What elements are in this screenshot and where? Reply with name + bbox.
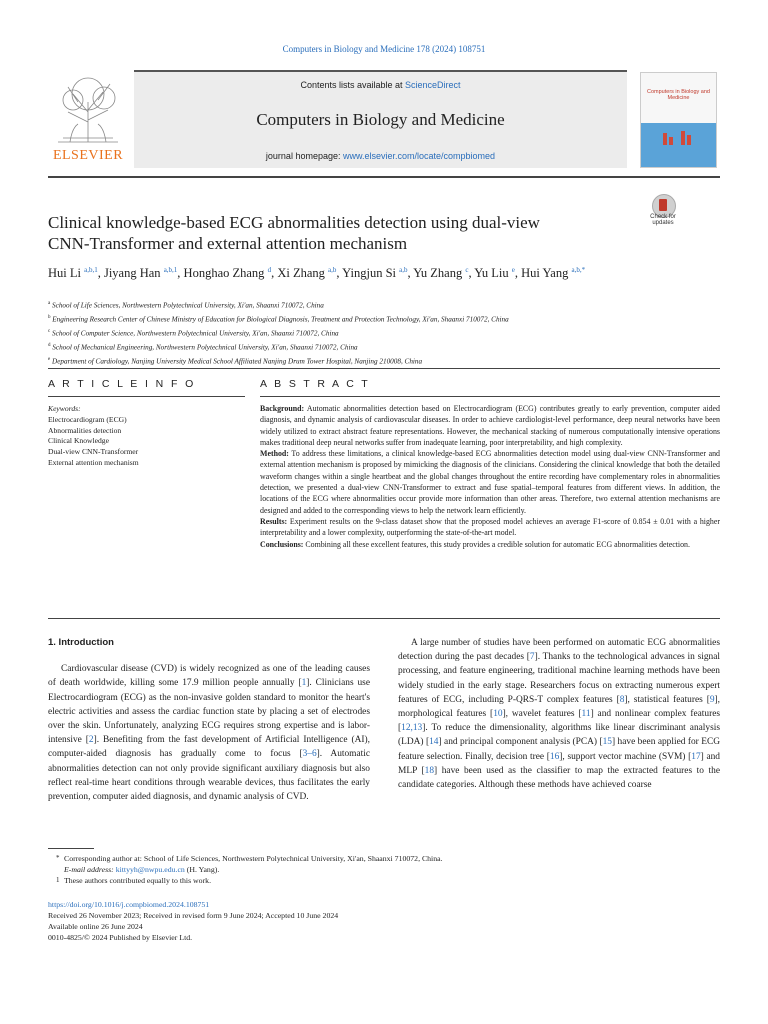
author-affiliation-marker[interactable]: a,b (328, 266, 337, 274)
citation-link[interactable]: 8 (619, 694, 625, 705)
affiliation-list (48, 298, 688, 367)
equal-contribution-note (48, 875, 708, 886)
affiliation-item (48, 312, 688, 326)
body-text: ] and MLP [ (398, 751, 720, 776)
email-label: E-mail address: (64, 865, 114, 874)
background-label: Background: (260, 404, 305, 413)
affiliation-text: Engineering Research Center of Chinese Ministry of Education for Biological Diagnosis, Treatment and Protection Technology, Xi'an, Shaanxi 710072, China (52, 315, 509, 324)
homepage-prefix: journal homepage: (265, 151, 343, 161)
body-text: ] and principal component analysis (PCA) [ (438, 737, 603, 748)
check-updates-label: Check for updates (650, 214, 676, 226)
doi-link[interactable]: https://doi.org/10.1016/j.compbiomed.2024.108751 (48, 900, 210, 909)
equal-contribution-text: These authors contributed equally to this work. (64, 876, 212, 885)
email-note (48, 864, 708, 875)
affiliation-mark: c (48, 328, 51, 334)
body-text: ] have been applied for ECG feature selection. Finally, decision tree [ (398, 737, 720, 762)
copyright-line: 0010-4825/© 2024 Published by Elsevier Ltd. (48, 933, 193, 942)
author-name[interactable]: Yu Liu (474, 266, 509, 281)
keyword-item: Abnormalities detection (48, 425, 122, 435)
header-rule (48, 176, 720, 178)
citation-link[interactable]: 1 (301, 678, 307, 689)
affiliation-mark: e (48, 356, 51, 362)
paper-title (48, 212, 628, 254)
author-name[interactable]: Honghao Zhang (183, 266, 265, 281)
keywords-heading: Keywords: (48, 404, 81, 413)
title-line-1: Clinical knowledge-based ECG abnormalities detection using dual-view (48, 213, 540, 232)
body-text: ], wavelet features [ (502, 709, 582, 720)
citation-link[interactable]: 7 (529, 652, 535, 663)
citation-link[interactable]: 16 (549, 751, 560, 762)
citation-link[interactable]: 10 (493, 709, 503, 720)
journal-reference-link[interactable]: Computers in Biology and Medicine 178 (2024) 108751 (282, 44, 486, 54)
body-text: Cardiovascular disease (CVD) is widely recognized as one of the leading causes of death worldwide, killing some 17.9 million people annually [ (48, 664, 370, 689)
body-text: ], morphological features [ (398, 694, 720, 720)
intro-paragraph-1 (48, 662, 370, 804)
body-text: ]. To reduce the dimensionality, algorithms like linear discriminant analysis (LDA) [ (398, 723, 720, 748)
publisher-name: ELSEVIER (52, 148, 124, 163)
introduction-heading: 1. Introduction (48, 637, 114, 648)
results-text: Experiment results on the 9-class dataset show that the proposed model achieves an average F1-score of 0.854 ± 0.01 with a higher interpretability and a lower complexity, outperforming the state-of-the-art model. (260, 516, 720, 538)
journal-title: Computers in Biology and Medicine (256, 110, 505, 129)
abstract-body (260, 403, 720, 550)
abstract-heading: A B S T R A C T (260, 378, 371, 390)
keywords-block (48, 404, 245, 469)
citation-link[interactable]: 11 (581, 709, 591, 720)
author-affiliation-marker[interactable]: c (465, 266, 469, 274)
abstract-rule (260, 396, 720, 397)
author-name[interactable]: Yingjun Si (342, 266, 396, 281)
body-column-left (48, 636, 370, 804)
sciencedirect-link[interactable]: ScienceDirect (405, 80, 461, 90)
citation-link[interactable]: 9 (709, 694, 715, 705)
email-link[interactable]: kittyyh@nwpu.edu.cn (115, 865, 185, 874)
keyword-item: Electrocardiogram (ECG) (48, 414, 127, 424)
journal-header (134, 70, 627, 168)
homepage-line (134, 151, 627, 161)
body-text: ], statistical features [ (624, 694, 710, 705)
abstract-background (260, 403, 720, 448)
cover-band (641, 123, 716, 167)
section-rule (48, 368, 720, 369)
author-affiliation-marker[interactable]: d (267, 266, 272, 274)
corresponding-author-text: Corresponding author at: School of Life Sciences, Northwestern Polytechnical University, Xi'an, Shaanxi 710072, China. (64, 854, 443, 863)
citation-link[interactable]: 3–6 (302, 749, 317, 760)
affiliation-text: School of Computer Science, Northwestern Polytechnical University, Xi'an, Shaanxi 710072, China (52, 329, 339, 338)
method-label: Method: (260, 449, 289, 459)
affiliation-text: Department of Cardiology, Nanjing University Medical School Affiliated Nanjing Drum Tower Hospital, Nanjing 210008, China (52, 356, 423, 365)
citation-link[interactable]: 15 (602, 737, 612, 748)
affiliation-item (48, 298, 688, 312)
citation-link[interactable]: 14 (429, 737, 439, 748)
abstract-conclusions (260, 539, 720, 550)
body-text: ] and nonlinear complex features [ (398, 709, 721, 734)
body-text: ]. Thanks to the technological advances in signal processing, and feature engineering, traditional machine learning methods have been widely studied in the early stage. Researchers focus on extracting numerous expert features of ECG, including P-QRS-T complex features [ (398, 652, 720, 705)
affiliation-text: School of Mechanical Engineering, Northwestern Polytechnical University, Xi'an, Shaanxi 710072, China (52, 343, 358, 352)
body-text: ] have been used as the classifier to map the extracted features to the candidate categories. Although these methods have achieved coarse (398, 765, 720, 791)
author-affiliation-marker[interactable]: e (511, 266, 515, 274)
body-text: ]. Automatic abnormalities detection can not only provide significant auxiliary diagnosis but also reflect real-time heart conditions through wearable devices, thus facilitates the early prevention, computer aided diagnosis, and dynamic analysis of CVD. (48, 749, 370, 803)
title-line-2: CNN-Transformer and external attention mechanism (48, 234, 408, 253)
author-name[interactable]: Hui Yang (521, 266, 569, 281)
author-name[interactable]: Xi Zhang (277, 266, 325, 281)
results-label: Results: (260, 516, 288, 526)
abstract-end-rule (48, 618, 720, 619)
affiliation-mark: d (48, 342, 51, 348)
footnote-mark: 1 (56, 876, 60, 884)
keyword-item: Dual-view CNN-Transformer (48, 447, 139, 457)
method-text: To address these limitations, a clinical knowledge-based ECG abnormalities detection model using dual-view CNN-Transformer and external attention mechanism is proposed by mimicking the diagnosis of the clinicians. Considering the clinical knowledge that both the detailed waveform changes within a single heartbeat and the global changes throughout the entire recording have complementary roles in abnormalities detection, we presented a dual-view CNN-Transformer to extract and fuse spatial–temporal features from different views. In addition, the locations of the ECG where abnormalities occur provide more information than other areas. Therefore, two external attention mechanisms are designed and added to the corresponding views to help the network learn efficiently. (260, 449, 720, 515)
email-suffix: (H. Yang). (184, 865, 220, 874)
article-info-rule (48, 396, 245, 397)
corresponding-author-note (48, 853, 708, 864)
body-column-right (398, 636, 720, 792)
conclusions-label: Conclusions: (260, 539, 304, 549)
abstract-results (260, 516, 720, 539)
keyword-item: Clinical Knowledge (48, 436, 109, 446)
author-name[interactable]: Jiyang Han (103, 266, 161, 281)
author-name[interactable]: Hui Li (48, 266, 81, 281)
publication-info (48, 899, 708, 943)
author-affiliation-marker[interactable]: a,b,1 (163, 266, 178, 274)
contents-line (134, 80, 627, 90)
body-text: A large number of studies have been performed on automatic ECG abnormalities detection during the past decades [ (398, 638, 720, 663)
keyword-item: External attention mechanism (48, 457, 139, 467)
cover-title: Computers in Biology and Medicine (647, 89, 710, 101)
footnote-rule (48, 848, 94, 849)
citation-link[interactable]: 17 (691, 751, 701, 762)
author-name[interactable]: Yu Zhang (413, 266, 463, 281)
body-text: ]. Clinicians use Electrocardiogram (ECG) as the non-invasive golden standard to monitor the heart's electric activities and assess the cardiac function state by placing a set of electrodes over the skin. Unfortunately, analyzing ECG requires strong expertise and is labor-intensive [ (48, 678, 370, 746)
footnote-mark: * (56, 854, 60, 862)
intro-paragraph-2 (398, 636, 720, 792)
affiliation-item (48, 326, 688, 340)
author-affiliation-marker[interactable]: a,b (399, 266, 408, 274)
affiliation-text: School of Life Sciences, Northwestern Polytechnical University, Xi'an, Shaanxi 710072, China (52, 301, 324, 310)
citation-link[interactable]: 18 (424, 765, 435, 776)
body-text: ]. Benefiting from the fast development of Artificial Intelligence (AI), computer-aided diagnosis has gradually come to focus [ (48, 735, 370, 760)
affiliation-item (48, 340, 688, 354)
affiliation-item (48, 354, 688, 368)
background-text: Automatic abnormalities detection based on Electrocardiogram (ECG) contributes greatly to early prevention, computer aided diagnosis, and dynamic analysis of cardiovascular diseases. In order to achieve cardiologist-level performance, deep neural networks have been widely utilized to extract abstract feature representations. However, the mechanical stacking of numerous computationally intensive operations makes traditional deep neural networks suffer from inadequate learning, poor interpretability, and high complexity. (260, 404, 720, 447)
body-text: ], support vector machine (SVM) [ (559, 751, 692, 762)
contents-prefix: Contents lists available at (300, 80, 406, 90)
journal-cover-image (640, 72, 717, 168)
received-dates: Received 26 November 2023; Received in revised form 9 June 2024; Accepted 10 June 2024 (48, 911, 339, 920)
author-affiliation-marker[interactable]: a,b,* (571, 266, 586, 274)
check-for-updates-badge[interactable] (646, 194, 682, 230)
homepage-link[interactable]: www.elsevier.com/locate/compbiomed (342, 151, 496, 161)
footnotes (48, 853, 708, 886)
conclusions-text: Combining all these excellent features, this study provides a credible solution for automatic ECG abnormalities detection. (303, 539, 690, 549)
author-list: Hui Li $^{a,b,1}$, Jiyang Han $^{a,b,1}$, Honghao Zhang $^d$, Xi Zhang $^{a,b}$, Yingjun Si $^{a,b}$, Yu Zhang $^c$, Yu Liu $^e$, Hui Yang $^{a,b,*}$ (48, 266, 586, 281)
affiliation-mark: a (48, 301, 51, 306)
author-affiliation-marker[interactable]: a,b,1 (84, 266, 98, 274)
available-online: Available online 26 June 2024 (48, 922, 143, 931)
abstract-method (260, 448, 720, 516)
affiliation-mark: b (48, 314, 51, 320)
citation-link[interactable]: 2 (88, 735, 94, 746)
citation-link[interactable]: 12,13 (401, 723, 423, 734)
article-info-heading: A R T I C L E I N F O (48, 378, 196, 390)
